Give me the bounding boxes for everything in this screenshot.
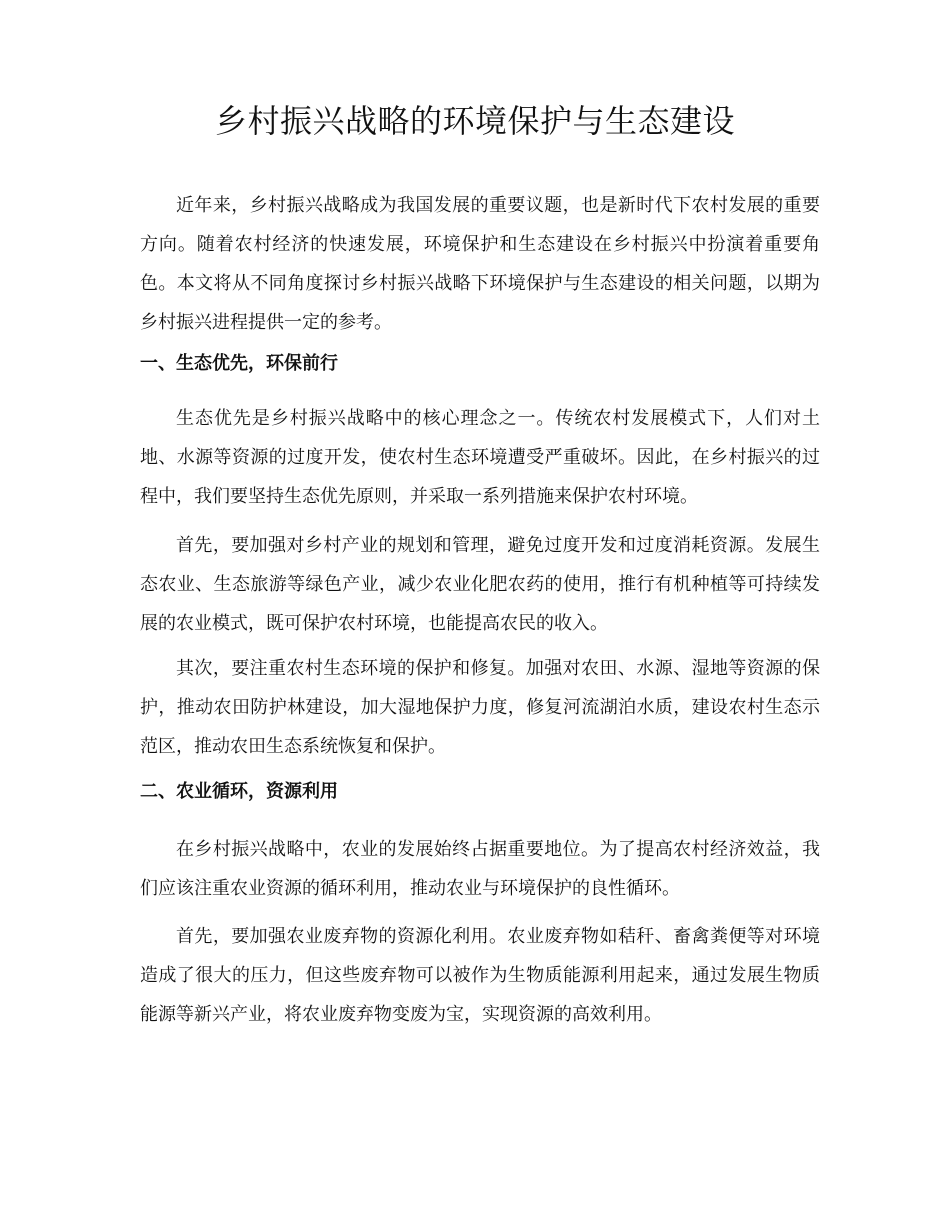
intro-paragraph: 近年来，乡村振兴战略成为我国发展的重要议题，也是新时代下农村发展的重要方向。随着农村经济的快速发展，环境保护和生态建设在乡村振兴中扮演着重要角色。本文将从不同角度探讨乡村振兴战略下环境保护与生态建设的相关问题，以期为乡村振兴进程提供一定的参考。	[140, 195, 820, 333]
section-heading-agriculture: 二、农业循环，资源利用	[140, 781, 338, 802]
paragraph-industry-planning: 首先，要加强对乡村产业的规划和管理，避免过度开发和过度消耗资源。发展生态农业、生态旅游等绿色产业，减少农业化肥农药的使用，推行有机种植等可持续发展的农业模式，既可保护农村环境，也能提高农民的收入。	[140, 535, 820, 634]
paragraph-ecology-priority: 生态优先是乡村振兴战略中的核心理念之一。传统农村发展模式下，人们对土地、水源等资源的过度开发，使农村生态环境遭受严重破坏。因此，在乡村振兴的过程中，我们要坚持生态优先原则，并采取一系列措施来保护农村环境。	[140, 408, 820, 507]
section-heading-ecology: 一、生态优先，环保前行	[140, 353, 338, 374]
paragraph-waste-utilization: 首先，要加强农业废弃物的资源化利用。农业废弃物如秸秆、畜禽粪便等对环境造成了很大的压力，但这些废弃物可以被作为生物质能源利用起来，通过发展生物质能源等新兴产业，将农业废弃物变废为宝，实现资源的高效利用。	[140, 926, 820, 1025]
paragraph-ecosystem-protection: 其次，要注重农村生态环境的保护和修复。加强对农田、水源、湿地等资源的保护，推动农田防护林建设，加大湿地保护力度，修复河流湖泊水质，建设农村生态示范区，推动农田生态系统恢复和保护。	[140, 658, 820, 757]
page-title: 乡村振兴战略的环境保护与生态建设	[214, 102, 735, 140]
paragraph-agriculture-cycle: 在乡村振兴战略中，农业的发展始终占据重要地位。为了提高农村经济效益，我们应该注重农业资源的循环利用，推动农业与环境保护的良性循环。	[140, 839, 820, 899]
